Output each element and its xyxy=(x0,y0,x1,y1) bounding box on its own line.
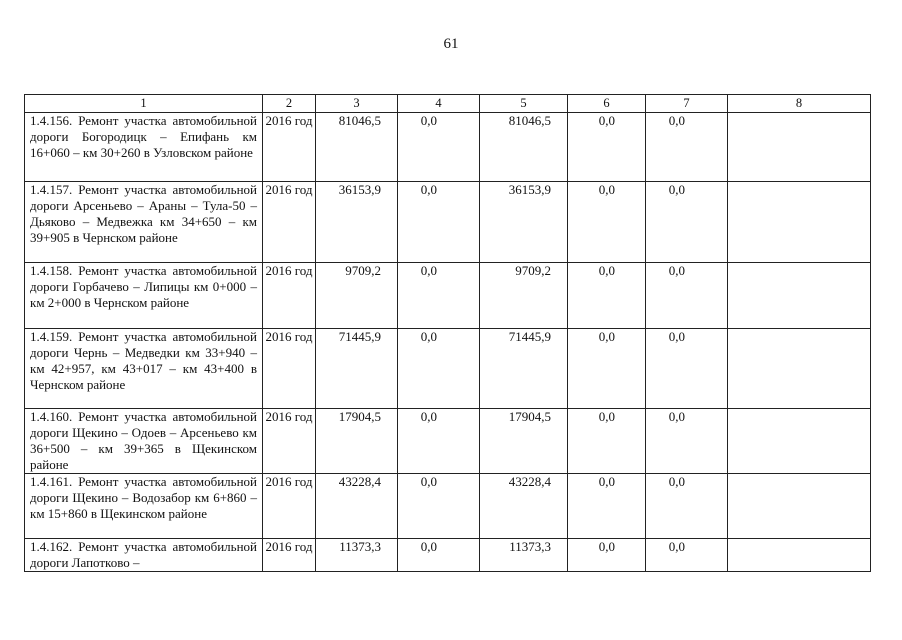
item-total: 9709,2 xyxy=(316,263,398,329)
column-header: 2 xyxy=(263,95,316,113)
item-regional: 43228,4 xyxy=(480,474,568,539)
item-description: 1.4.162. Ремонт участка автомобильной дороги Лапотково – xyxy=(25,539,263,572)
table-row xyxy=(25,539,871,572)
table-row xyxy=(25,409,871,474)
item-local: 0,0 xyxy=(568,182,646,263)
item-regional: 9709,2 xyxy=(480,263,568,329)
item-federal: 0,0 xyxy=(398,474,480,539)
column-header: 8 xyxy=(728,95,871,113)
column-header: 5 xyxy=(480,95,568,113)
table-row xyxy=(25,474,871,539)
item-total: 36153,9 xyxy=(316,182,398,263)
table-row xyxy=(25,329,871,409)
item-note xyxy=(728,182,871,263)
item-federal: 0,0 xyxy=(398,182,480,263)
item-local: 0,0 xyxy=(568,263,646,329)
item-description: 1.4.157. Ремонт участка автомобильной дороги Арсеньево – Араны – Тула-50 – Дьяково – Медвежка км 34+650 – км 39+905 в Чернском районе xyxy=(25,182,263,263)
item-total: 71445,9 xyxy=(316,329,398,409)
item-other: 0,0 xyxy=(646,539,728,572)
column-header: 7 xyxy=(646,95,728,113)
item-regional: 11373,3 xyxy=(480,539,568,572)
item-other: 0,0 xyxy=(646,409,728,474)
column-header: 1 xyxy=(25,95,263,113)
item-description: 1.4.159. Ремонт участка автомобильной дороги Чернь – Медведки км 33+940 – км 42+957, км 43+017 – км 43+400 в Чернском районе xyxy=(25,329,263,409)
item-description: 1.4.156. Ремонт участка автомобильной дороги Богородицк – Епифань км 16+060 – км 30+260 в Узловском районе xyxy=(25,113,263,182)
item-local: 0,0 xyxy=(568,539,646,572)
item-year: 2016 год xyxy=(263,409,316,474)
item-local: 0,0 xyxy=(568,409,646,474)
item-total: 81046,5 xyxy=(316,113,398,182)
item-note xyxy=(728,329,871,409)
item-note xyxy=(728,539,871,572)
table-row xyxy=(25,113,871,182)
item-federal: 0,0 xyxy=(398,329,480,409)
item-other: 0,0 xyxy=(646,113,728,182)
budget-table xyxy=(24,94,871,572)
item-local: 0,0 xyxy=(568,113,646,182)
item-local: 0,0 xyxy=(568,474,646,539)
item-regional: 17904,5 xyxy=(480,409,568,474)
item-year: 2016 год xyxy=(263,182,316,263)
item-other: 0,0 xyxy=(646,474,728,539)
table-row xyxy=(25,263,871,329)
item-other: 0,0 xyxy=(646,329,728,409)
item-year: 2016 год xyxy=(263,113,316,182)
page-number: 61 xyxy=(443,36,459,52)
item-other: 0,0 xyxy=(646,182,728,263)
item-description: 1.4.161. Ремонт участка автомобильной дороги Щекино – Водозабор км 6+860 –км 15+860 в Щекинском районе xyxy=(25,474,263,539)
item-federal: 0,0 xyxy=(398,409,480,474)
item-description: 1.4.158. Ремонт участка автомобильной дороги Горбачево – Липицы км 0+000 – км 2+000 в Чернском районе xyxy=(25,263,263,329)
column-header: 4 xyxy=(398,95,480,113)
item-year: 2016 год xyxy=(263,539,316,572)
column-header: 6 xyxy=(568,95,646,113)
item-description: 1.4.160. Ремонт участка автомобильной дороги Щекино – Одоев – Арсеньево км 36+500 – км 39+365 в Щекинском районе xyxy=(25,409,263,474)
item-federal: 0,0 xyxy=(398,263,480,329)
item-year: 2016 год xyxy=(263,329,316,409)
item-note xyxy=(728,113,871,182)
item-year: 2016 год xyxy=(263,263,316,329)
table-row xyxy=(25,182,871,263)
item-regional: 71445,9 xyxy=(480,329,568,409)
item-federal: 0,0 xyxy=(398,113,480,182)
item-federal: 0,0 xyxy=(398,539,480,572)
item-note xyxy=(728,409,871,474)
item-total: 17904,5 xyxy=(316,409,398,474)
item-regional: 36153,9 xyxy=(480,182,568,263)
item-note xyxy=(728,263,871,329)
item-other: 0,0 xyxy=(646,263,728,329)
column-number-row xyxy=(25,95,871,113)
item-total: 11373,3 xyxy=(316,539,398,572)
item-year: 2016 год xyxy=(263,474,316,539)
item-local: 0,0 xyxy=(568,329,646,409)
item-total: 43228,4 xyxy=(316,474,398,539)
item-regional: 81046,5 xyxy=(480,113,568,182)
column-header: 3 xyxy=(316,95,398,113)
item-note xyxy=(728,474,871,539)
